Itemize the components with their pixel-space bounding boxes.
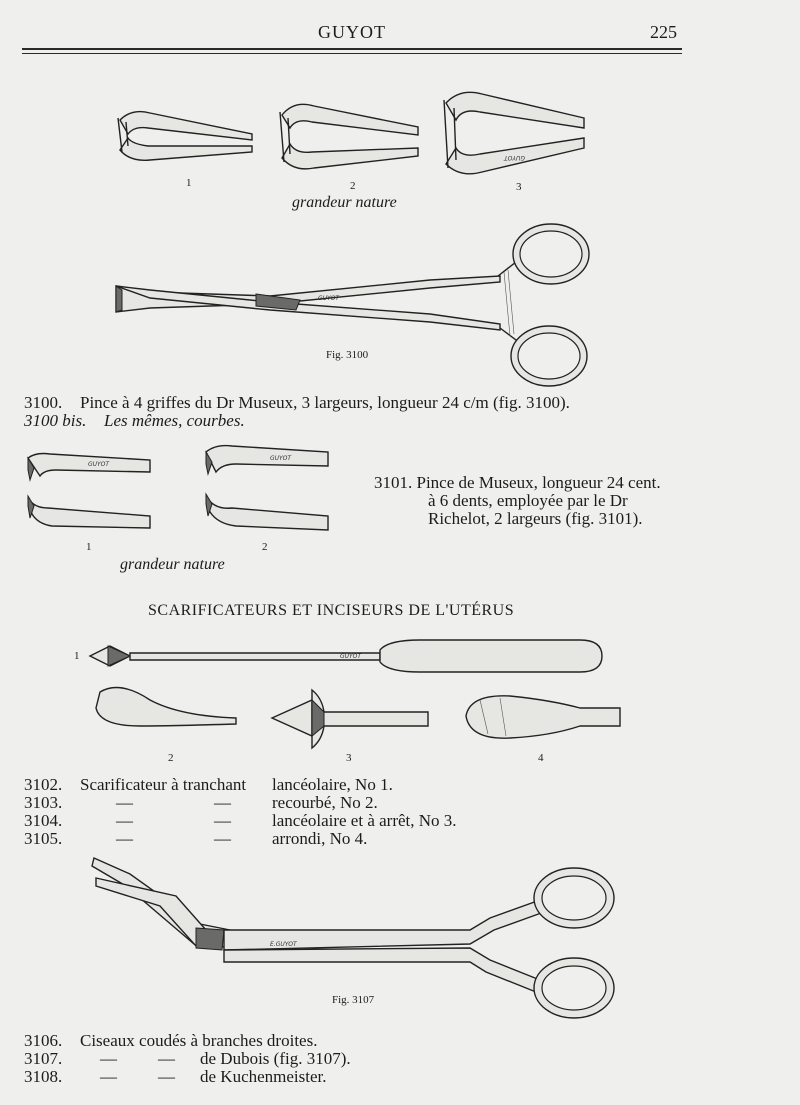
tip-label-3: 3 xyxy=(516,181,522,193)
entry-3108-num: 3108. xyxy=(24,1067,63,1086)
scarificateur-1-icon xyxy=(90,640,602,672)
scarificateur-2-icon xyxy=(96,688,236,727)
entry-3103-a: — xyxy=(116,793,133,812)
tip-label-2: 2 xyxy=(350,180,356,192)
fig-3100-label: Fig. 3100 xyxy=(326,349,369,361)
entry-3107-b: — xyxy=(158,1049,175,1068)
fig-3100-engraving: GUYOT xyxy=(318,295,339,302)
entry-3104-b: — xyxy=(214,811,231,830)
forceps-tip-1-icon xyxy=(118,112,252,161)
entry-3103-b: — xyxy=(214,793,231,812)
scarif-label-3: 3 xyxy=(346,752,352,764)
entry-3105-a: — xyxy=(116,829,133,848)
scarif-label-1: 1 xyxy=(74,650,80,662)
forceps-3101-tip-2-icon xyxy=(206,446,328,530)
entry-3103-num: 3103. xyxy=(24,793,63,812)
forceps-tip-2-icon xyxy=(280,104,418,169)
entry-3101-line-3: Richelot, 2 largeurs (fig. 3101). xyxy=(428,509,643,528)
forceps-tip-3-icon xyxy=(444,92,584,174)
scarif-label-2: 2 xyxy=(168,752,174,764)
tip-3-engraving: GUYOT xyxy=(504,154,525,161)
fig-3101-label-2: 2 xyxy=(262,541,268,553)
entry-3104-c: lancéolaire et à arrêt, No 3. xyxy=(272,811,457,830)
entry-3101-line-1: 3101. Pince de Museux, longueur 24 cent. xyxy=(374,473,661,492)
entry-3100-num: 3100. xyxy=(24,393,63,412)
page-number: 225 xyxy=(650,22,677,42)
entry-3102-b: lancéolaire, No 1. xyxy=(272,775,393,794)
entry-3107-num: 3107. xyxy=(24,1049,63,1068)
entry-3105-num: 3105. xyxy=(24,829,63,848)
entry-3102-num: 3102. xyxy=(24,775,63,794)
fig-3101-engraving-2: GUYOT xyxy=(270,455,291,462)
entry-3106-num: 3106. xyxy=(24,1031,63,1050)
scarif-label-4: 4 xyxy=(538,752,544,764)
entry-3104-a: — xyxy=(116,811,133,830)
forceps-3101-tip-1-icon xyxy=(28,454,150,529)
entry-3105-c: arrondi, No 4. xyxy=(272,829,368,848)
entry-3100bis-text: Les mêmes, courbes. xyxy=(104,411,245,430)
entry-3108-a: — xyxy=(100,1067,117,1086)
entry-3105-b: — xyxy=(214,829,231,848)
tip-label-1: 1 xyxy=(186,177,192,189)
scarif-engraving: GUYOT xyxy=(340,653,361,660)
caption-grandeur-nature-2: grandeur nature xyxy=(120,556,225,573)
entry-3101-line-2: à 6 dents, employée par le Dr xyxy=(428,491,628,510)
fig-3101-engraving-1: GUYOT xyxy=(88,461,109,468)
entry-3107-a: — xyxy=(100,1049,117,1068)
entry-3107-c: de Dubois (fig. 3107). xyxy=(200,1049,351,1068)
entry-3104-num: 3104. xyxy=(24,811,63,830)
caption-grandeur-nature-1: grandeur nature xyxy=(292,194,397,211)
fig-3107-label: Fig. 3107 xyxy=(332,994,375,1006)
entry-3100-text: Pince à 4 griffes du Dr Museux, 3 largeurs, longueur 24 c/m (fig. 3100). xyxy=(80,393,570,412)
entry-3108-b: — xyxy=(158,1067,175,1086)
entry-3103-c: recourbé, No 2. xyxy=(272,793,378,812)
section-title: SCARIFICATEURS ET INCISEURS DE L'UTÉRUS xyxy=(148,602,515,619)
forceps-3100-icon xyxy=(116,224,589,386)
scarificateur-4-icon xyxy=(466,696,620,738)
fig-3107-engraving: E.GUYOT xyxy=(270,941,297,948)
scarificateur-3-icon xyxy=(272,690,428,748)
fig-3101-label-1: 1 xyxy=(86,541,92,553)
entry-3102-a: Scarificateur à tranchant xyxy=(80,775,247,794)
entry-3100bis-num: 3100 bis. xyxy=(24,411,87,430)
entry-3108-c: de Kuchenmeister. xyxy=(200,1067,327,1086)
running-title: GUYOT xyxy=(318,22,386,42)
entry-3106-text: Ciseaux coudés à branches droites. xyxy=(80,1031,318,1050)
